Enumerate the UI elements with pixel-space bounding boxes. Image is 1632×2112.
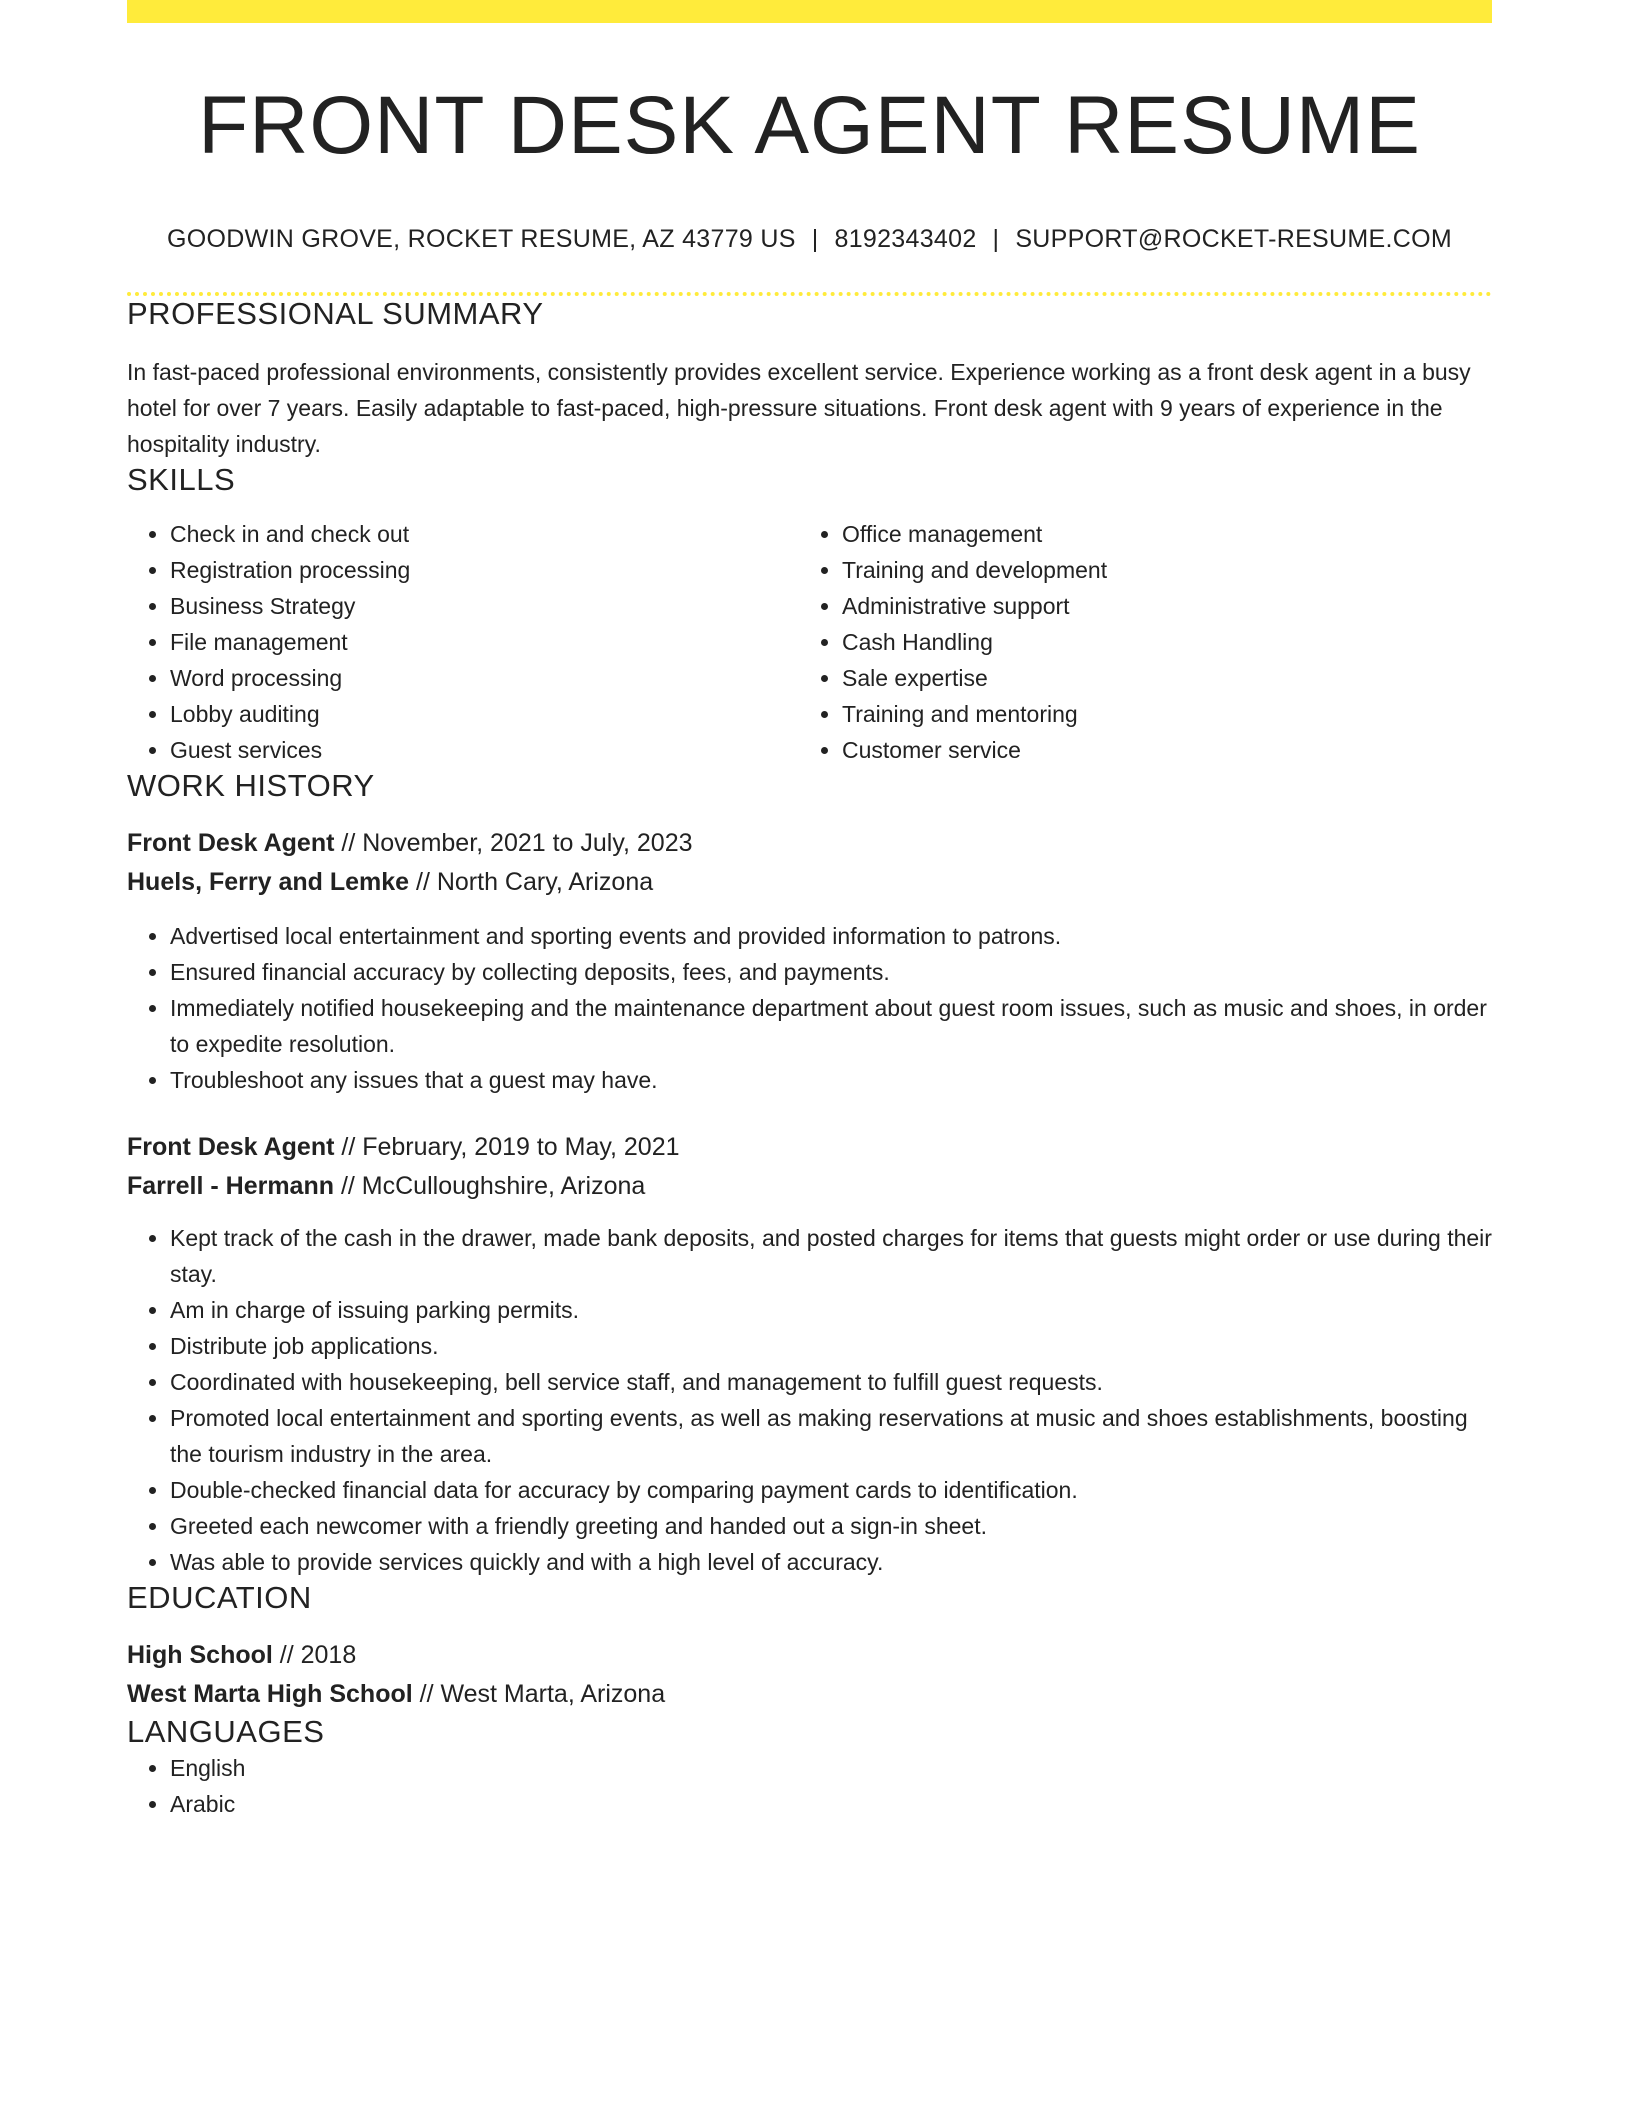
job-duty: • Distribute job applications. <box>170 1328 1492 1364</box>
education-heading: EDUCATION <box>127 1580 312 1616</box>
skill-item: • Check in and check out <box>170 516 799 552</box>
summary-heading: PROFESSIONAL SUMMARY <box>127 296 544 332</box>
job-company: Huels, Ferry and Lemke <box>127 868 410 897</box>
contact-separator: | <box>992 225 1000 254</box>
languages-list <box>127 1750 1492 1822</box>
job-duty: • Coordinated with housekeeping, bell service staff, and management to fulfill guest requests. <box>170 1364 1492 1400</box>
job-company: Farrell - Hermann <box>127 1172 335 1201</box>
education-school-line <box>127 1675 1492 1714</box>
job-company-line <box>127 863 1492 902</box>
top-accent-bar <box>127 0 1492 23</box>
skill-item: • Training and mentoring <box>842 696 1471 732</box>
job-duty: • Promoted local entertainment and sporting events, as well as making reservations at music and shoes establishments, boosting the tourism industry in the area. <box>170 1400 1492 1472</box>
job-location: // North Cary, Arizona <box>416 868 654 897</box>
education-school: West Marta High School <box>127 1680 413 1709</box>
job-location: // McCulloughshire, Arizona <box>340 1172 646 1201</box>
skill-item: • File management <box>170 624 799 660</box>
contact-phone: 8192343402 <box>834 225 977 254</box>
contact-line <box>127 225 1492 254</box>
resume-title: FRONT DESK AGENT RESUME <box>198 80 1421 171</box>
skill-item: • Business Strategy <box>170 588 799 624</box>
job-duties <box>127 918 1492 1098</box>
skill-item: • Word processing <box>170 660 799 696</box>
summary-text: In fast-paced professional environments, consistently provides excellent service. Experience working as a front desk agent in a busy hotel for over 7 years. Easily adaptable to fast-paced, high-pressure situations. Front desk agent with 9 years of experience in the hospitality industry. <box>127 359 1471 458</box>
job-entry <box>127 1128 1492 1580</box>
job-title-line <box>127 824 1492 863</box>
skill-item: • Office management <box>842 516 1471 552</box>
job-duty: • Kept track of the cash in the drawer, made bank deposits, and posted charges for items that guests might order or use during their stay. <box>170 1220 1492 1292</box>
job-duties <box>127 1220 1492 1580</box>
language-item: • Arabic <box>170 1786 1492 1822</box>
languages-heading: LANGUAGES <box>127 1714 325 1750</box>
job-title: Front Desk Agent <box>127 829 335 858</box>
skill-item: • Registration processing <box>170 552 799 588</box>
job-duty: • Am in charge of issuing parking permits. <box>170 1292 1492 1328</box>
job-title-line <box>127 1128 1492 1167</box>
skill-item: • Lobby auditing <box>170 696 799 732</box>
job-duty: • Troubleshoot any issues that a guest may have. <box>170 1062 1492 1098</box>
contact-email: SUPPORT@ROCKET-RESUME.COM <box>1015 225 1452 254</box>
skill-item: • Training and development <box>842 552 1471 588</box>
job-title: Front Desk Agent <box>127 1133 335 1162</box>
job-duty: • Was able to provide services quickly and with a high level of accuracy. <box>170 1544 1492 1580</box>
skill-item: • Administrative support <box>842 588 1471 624</box>
job-duty: • Greeted each newcomer with a friendly greeting and handed out a sign-in sheet. <box>170 1508 1492 1544</box>
education-location: // West Marta, Arizona <box>419 1680 666 1709</box>
job-dates: // November, 2021 to July, 2023 <box>341 829 693 858</box>
contact-separator: | <box>811 225 819 254</box>
work-history-heading: WORK HISTORY <box>127 768 375 804</box>
job-duty: • Double-checked financial data for accuracy by comparing payment cards to identification. <box>170 1472 1492 1508</box>
education-degree-line <box>127 1636 1492 1675</box>
job-dates: // February, 2019 to May, 2021 <box>341 1133 680 1162</box>
job-entry <box>127 824 1492 1098</box>
job-duty: • Immediately notified housekeeping and the maintenance department about guest room issues, such as music and shoes, in order to expedite resolution. <box>170 990 1492 1062</box>
skills-heading: SKILLS <box>127 462 236 498</box>
skill-item: • Guest services <box>170 732 799 768</box>
education-entry <box>127 1636 1492 1714</box>
skill-item: • Cash Handling <box>842 624 1471 660</box>
job-duty: • Ensured financial accuracy by collecting deposits, fees, and payments. <box>170 954 1492 990</box>
language-item: • English <box>170 1750 1492 1786</box>
skills-grid <box>127 516 1492 768</box>
education-year: // 2018 <box>279 1641 357 1670</box>
skills-right-column <box>799 516 1471 768</box>
resume-page <box>127 0 1492 1822</box>
skill-item: • Sale expertise <box>842 660 1471 696</box>
skill-item: • Customer service <box>842 732 1471 768</box>
contact-address: GOODWIN GROVE, ROCKET RESUME, AZ 43779 US <box>167 225 796 254</box>
job-duty: • Advertised local entertainment and sporting events and provided information to patrons. <box>170 918 1492 954</box>
skills-left-column <box>127 516 799 768</box>
job-company-line <box>127 1167 1492 1206</box>
education-degree: High School <box>127 1641 273 1670</box>
